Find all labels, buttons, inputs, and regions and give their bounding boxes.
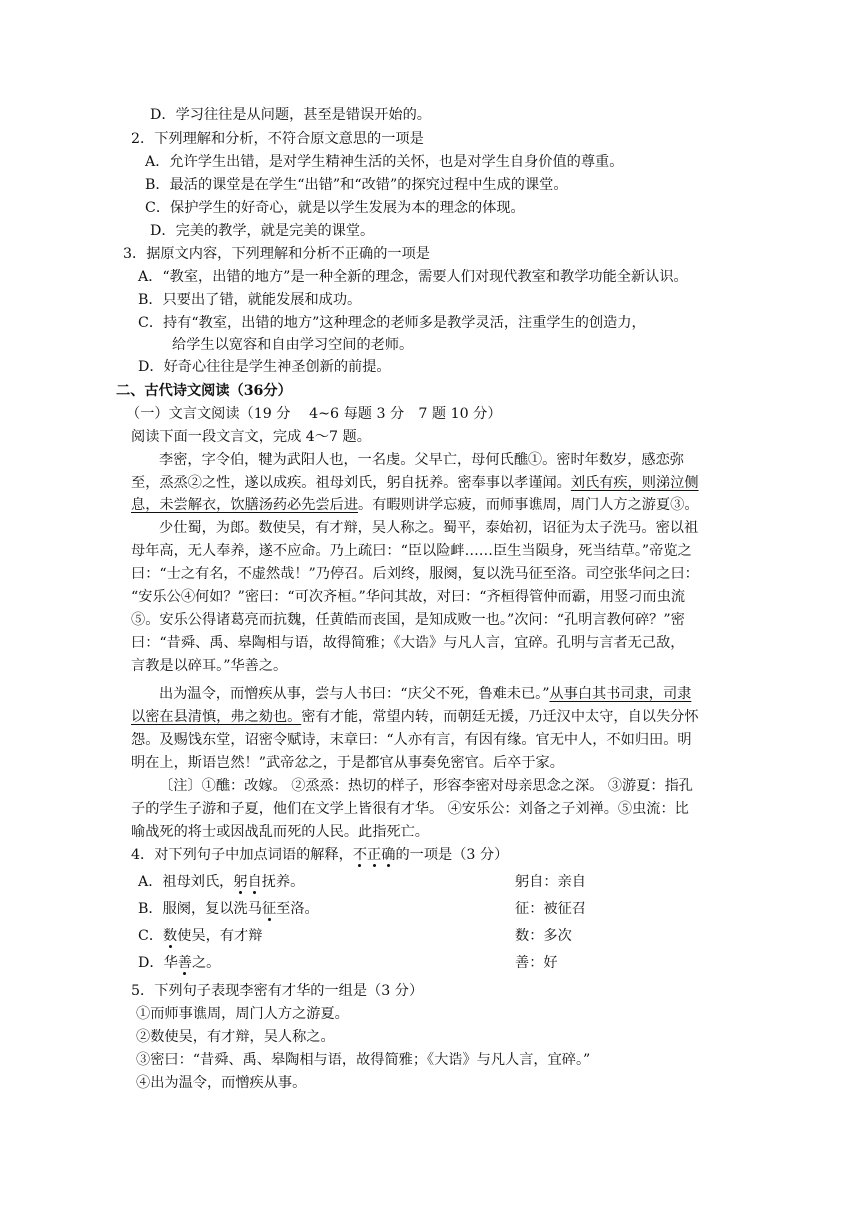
q4-gloss: 数：多次 — [515, 928, 572, 944]
passage-line — [131, 494, 699, 516]
passage-line — [131, 472, 699, 494]
underlined-sentence: 以密在县清慎，弗之劾也。 — [131, 709, 302, 725]
q4-row — [138, 871, 738, 893]
note-line: 子的学生子游和子夏，他们在文学上皆很有才华。 ④安乐公：刘备之子刘禅。⑤虫流：比 — [131, 801, 689, 817]
note-line: 喻战死的将士或因战乱而死的人民。此指死亡。 — [131, 824, 429, 840]
q5-item: ①而师事谯周，周门人方之游夏。 — [136, 1006, 349, 1022]
reading-instruction: 阅读下面一段文言文，完成 4～7 题。 — [131, 429, 371, 445]
emphasis-dot-char: 自 — [247, 874, 262, 890]
q3-option-b: B．只要出了错，就能发展和成功。 — [138, 292, 362, 308]
q4-gloss: 善：好 — [515, 955, 558, 971]
emphasis-dot-char: 不 — [352, 847, 368, 863]
emphasis-dot-char: 征 — [261, 901, 277, 917]
passage-line: 曰：“昔舜、禹、皋陶相与语，故得简雅；《大诰》与凡人言，宜碎。孔明与言者无己敌， — [131, 635, 685, 651]
q4-gloss: 躬自：亲自 — [515, 874, 586, 890]
q1-option-d: D．学习往往是从问题，甚至是错误开始的。 — [150, 107, 431, 123]
passage-text: 至，烝烝②之性，遂以成疾。祖母刘氏，躬自抚养。密奉事以孝谨闻。 — [131, 475, 571, 491]
passage-line: 曰：“士之有名，不虚然哉！”乃停召。后刘终，服阕，复以洗马征至洛。司空张华问之曰： — [131, 566, 699, 582]
q2-option-d: D．完美的教学，就是完美的课堂。 — [150, 223, 375, 239]
q3-option-d: D．好奇心往往是学生神圣创新的前提。 — [138, 359, 391, 375]
emphasis-dot-char: 善 — [177, 955, 192, 971]
q4-row — [138, 925, 738, 947]
q4-sentence: D．华善之。 — [138, 955, 221, 971]
passage-line: 少仕蜀，为郎。数使吴，有才辩，吴人称之。蜀平，泰始初，诏征为太子洗马。密以祖 — [159, 520, 699, 536]
emphasis-dot-char: 躬 — [233, 874, 248, 890]
passage-line: 明在上，斯语岂然！”武帝忿之，于是都官从事奏免密官。后卒于家。 — [131, 755, 564, 771]
emphasis-dot-char: 正 — [367, 847, 382, 863]
q4-row — [138, 898, 738, 920]
section-heading: 二、古代诗文阅读（36分） — [116, 383, 292, 399]
q2-stem: 2．下列理解和分析，不符合原文意思的一项是 — [131, 131, 424, 147]
q5-stem: 5．下列句子表现李密有才华的一组是（3 分） — [131, 983, 424, 999]
q4-gloss: 征：被征召 — [515, 901, 586, 917]
q5-item: ②数使吴，有才辩，吴人称之。 — [136, 1029, 335, 1045]
passage-line — [159, 683, 691, 705]
underlined-sentence: 刘氏有疾，则涕泣侧 — [570, 475, 699, 491]
q2-option-b: B．最活的课堂是在学生“出错”和“改错”的探究过程中生成的课堂。 — [145, 177, 568, 193]
q2-option-c: C．保护学生的好奇心，就是以学生发展为本的理念的体现。 — [145, 200, 525, 216]
passage-line: 怨。及赐饯东堂，诏密令赋诗，末章曰：“人亦有言，有因有缘。官无中人，不如归田。明 — [131, 732, 692, 748]
passage-line: 言教是以碎耳。”华善之。 — [131, 658, 288, 674]
emphasis-dot-char: 数 — [163, 928, 178, 944]
q5-item: ③密曰：“昔舜、禹、皋陶相与语，故得简雅；《大诰》与凡人言，宜碎。” — [136, 1052, 591, 1068]
passage-line — [131, 706, 699, 728]
emphasis-dot-char: 确 — [381, 847, 396, 863]
passage-line: 李密，字令伯，犍为武阳人也，一名虔。父早亡，母何氏醮①。密时年数岁，感恋弥 — [159, 452, 684, 468]
passage-line: ⑤。安乐公得诸葛亮而抗魏，任黄皓而丧国，是知成败一也。”次问：“孔明言教何碎？”密 — [131, 612, 685, 628]
q4-sentence: C．数使吴，有才辩 — [138, 928, 263, 944]
q3-option-c-line2: 给学生以宽容和自由学习空间的老师。 — [172, 337, 414, 353]
passage-text: 出为温令，而憎疾从事，尝与人书曰：“庆父不死，鲁难未已。” — [159, 686, 550, 702]
q3-option-a: A．“教室，出错的地方”是一种全新的理念，需要人们对现代教室和教学功能全新认识。 — [138, 269, 688, 285]
q5-item: ④出为温令，而憎疾从事。 — [136, 1075, 307, 1091]
q4-row — [138, 952, 738, 974]
note-line: 〔注〕①醮：改嫁。 ②烝烝：热切的样子，形容李密对母亲思念之深。 ③游夏：指孔 — [159, 778, 693, 794]
underlined-sentence: 从事白其书司隶，司隶 — [549, 686, 692, 702]
q4-sentence: A．祖母刘氏，躬自抚养。 — [138, 874, 305, 890]
passage-text: 密有才能，常望内转，而朝廷无援，乃迁汉中太守，自以失分怀 — [301, 709, 699, 725]
passage-text: 。有暇则讲学忘疲，而师事谯周，周门人方之游夏③。 — [358, 497, 699, 513]
q4-stem: 4．对下列句子中加点词语的解释，不正确的一项是（3 分） — [131, 847, 509, 863]
q3-option-c-line1: C．持有“教室，出错的地方”这种理念的老师多是教学灵活，注重学生的创造力， — [138, 315, 646, 331]
passage-line: “安乐公④何如？”密曰：“可次齐桓。”华问其故，对曰：“齐桓得管仲而霸，用竖刁而虫流 — [131, 589, 686, 605]
section-subheading: （一）文言文阅读（19 分 4~6 每题 3 分 7 题 10 分） — [126, 406, 502, 422]
q2-option-a: A．允许学生出错，是对学生精神生活的关怀，也是对学生自身价值的尊重。 — [145, 154, 624, 170]
q4-sentence: B．服阕，复以洗马征至洛。 — [138, 901, 319, 917]
q3-stem: 3．据原文内容，下列理解和分析不正确的一项是 — [123, 246, 430, 262]
underlined-sentence: 息，未尝解衣，饮膳汤药必先尝后进 — [131, 497, 359, 513]
passage-line: 母年高，无人奉养，遂不应命。乃上疏曰：“臣以险衅……臣生当陨身，死当结草。”帝览之 — [131, 543, 692, 559]
